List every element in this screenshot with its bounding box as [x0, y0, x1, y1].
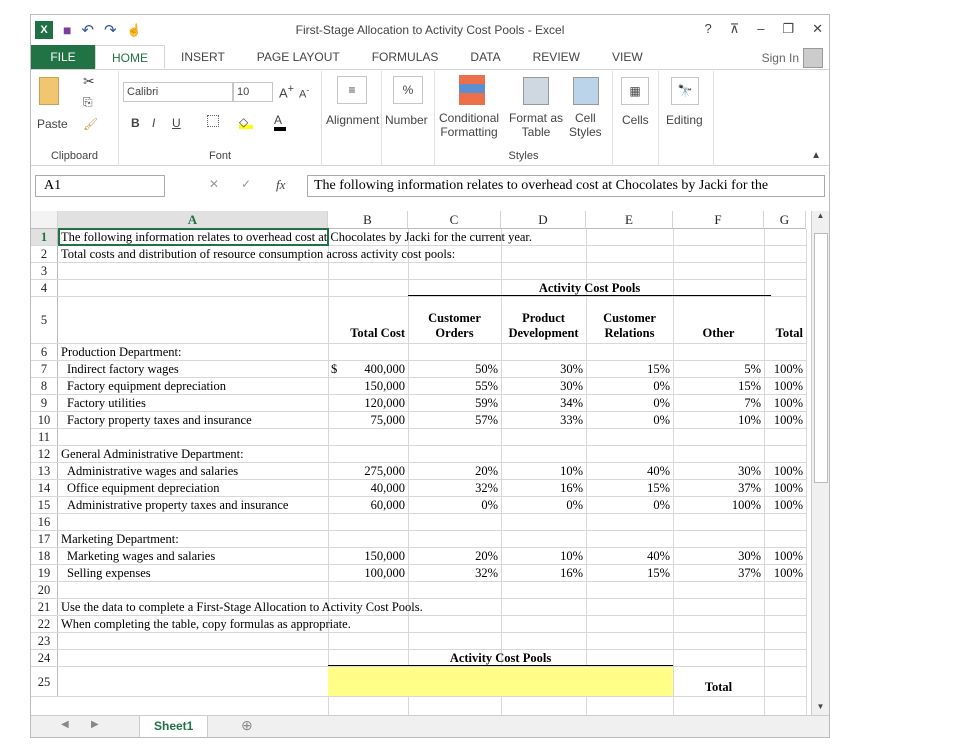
customer-relations-value[interactable]: 40% — [647, 549, 670, 563]
font-color-icon[interactable]: A — [274, 113, 286, 131]
total-value[interactable]: 100% — [773, 498, 803, 512]
font-group-label: Font — [208, 150, 231, 162]
label: Customer — [603, 311, 656, 325]
customer-orders-value[interactable]: 32% — [475, 481, 498, 495]
undo-icon[interactable]: ↶ — [81, 22, 95, 39]
table-row — [31, 599, 806, 616]
table-row — [31, 395, 806, 412]
grow-font-icon[interactable]: A+ — [279, 83, 294, 101]
dollar-sign[interactable]: $ — [331, 362, 338, 376]
cells-group — [613, 71, 659, 166]
customer-relations-value[interactable]: 0% — [653, 396, 670, 410]
label: Formatting — [440, 125, 498, 139]
font-group — [119, 71, 322, 166]
table-row — [31, 446, 806, 463]
new-sheet-icon[interactable]: ⊕ — [241, 717, 253, 733]
total-value[interactable]: 100% — [773, 481, 803, 495]
row-header[interactable]: 19 — [31, 565, 58, 581]
table-row — [31, 246, 806, 263]
product-development-value[interactable]: 30% — [560, 362, 583, 376]
cancel-icon[interactable]: ✕ — [209, 177, 220, 191]
save-icon[interactable]: ■ — [63, 22, 72, 38]
total-cost-value[interactable]: 75,000 — [370, 413, 405, 427]
vertical-scrollbar[interactable] — [811, 211, 829, 715]
cut-icon[interactable]: ✂ — [83, 73, 95, 89]
minimize-button[interactable]: – — [757, 21, 765, 36]
alignment-group — [322, 71, 382, 166]
name-box[interactable]: A1 — [35, 175, 165, 197]
active-cell-border — [58, 228, 329, 246]
sheet-tab-bar — [31, 715, 829, 737]
table-row — [31, 531, 806, 548]
tab-file[interactable]: FILE — [31, 45, 95, 69]
total-cost-value[interactable]: 150,000 — [364, 549, 405, 563]
cell-styles-icon — [573, 77, 599, 105]
bold-button[interactable]: B — [131, 116, 140, 130]
ribbon-tabs — [31, 45, 829, 70]
cost-label[interactable]: Selling expenses — [67, 566, 151, 580]
cost-label[interactable]: Factory equipment depreciation — [67, 379, 226, 393]
row-header[interactable]: 24 — [31, 650, 58, 666]
redo-icon[interactable]: ↷ — [104, 22, 117, 39]
column-header-g[interactable]: G — [764, 211, 806, 229]
header-other[interactable]: Other — [702, 326, 735, 340]
label: Cell — [575, 111, 596, 125]
cost-label[interactable]: Factory property taxes and insurance — [67, 413, 252, 427]
label: Relations — [604, 326, 655, 340]
customer-orders-value[interactable]: 55% — [475, 379, 498, 393]
excel-logo-icon: X — [35, 21, 53, 39]
row-header[interactable]: 4 — [31, 280, 58, 296]
input-area[interactable] — [328, 667, 673, 696]
tab-view[interactable]: VIEW — [611, 50, 643, 64]
tab-data[interactable]: DATA — [470, 50, 501, 64]
customer-orders-value[interactable]: 57% — [475, 413, 498, 427]
label: Table — [521, 125, 551, 139]
table-row — [31, 229, 806, 246]
table-row — [31, 667, 806, 697]
ribbon-display-button[interactable]: ⊼ — [729, 21, 740, 36]
customer-relations-value[interactable]: 40% — [647, 464, 670, 478]
column-header-f[interactable]: F — [673, 211, 764, 229]
sheet-tab-sheet1[interactable]: Sheet1 — [139, 716, 208, 737]
paste-icon[interactable] — [39, 77, 59, 105]
clipboard-group — [31, 71, 119, 166]
cells-icon[interactable]: ▦ — [621, 77, 649, 105]
row-header[interactable]: 25 — [31, 667, 58, 696]
cell-a1[interactable]: The following information relates to overhead cost at Chocolates by Jacki for the current year. — [61, 230, 533, 244]
underline-button[interactable]: U — [172, 116, 181, 130]
customer-orders-value[interactable]: 20% — [475, 464, 498, 478]
other-value[interactable]: 5% — [744, 362, 761, 376]
clipboard-group-label: Clipboard — [50, 150, 99, 162]
row-header[interactable]: 8 — [31, 378, 58, 394]
total-cost-value[interactable]: 120,000 — [364, 396, 405, 410]
collapse-ribbon-icon[interactable]: ▲ — [811, 150, 821, 161]
cost-label[interactable]: Factory utilities — [67, 396, 146, 410]
row-header[interactable]: 15 — [31, 497, 58, 513]
customer-relations-value[interactable]: 0% — [653, 413, 670, 427]
activity-cost-pools-header[interactable]: Activity Cost Pools — [408, 280, 771, 296]
table-row — [31, 480, 806, 497]
row-header[interactable]: 16 — [31, 514, 58, 530]
total-cost-value[interactable]: 40,000 — [370, 481, 405, 495]
header-total[interactable]: Total — [775, 326, 803, 340]
percent-icon[interactable]: % — [393, 76, 423, 104]
total-value[interactable]: 100% — [773, 549, 803, 563]
total-value[interactable]: 100% — [773, 396, 803, 410]
alignment-icon[interactable]: ≡ — [337, 76, 367, 104]
section-general-admin[interactable]: General Administrative Department: — [61, 447, 244, 461]
customer-relations-value[interactable]: 15% — [647, 362, 670, 376]
tab-page-layout[interactable]: PAGE LAYOUT — [256, 50, 340, 64]
table-row — [31, 616, 806, 633]
row-header[interactable]: 9 — [31, 395, 58, 411]
font-size-select[interactable]: 10 — [233, 82, 273, 102]
formula-input[interactable]: The following information relates to overhead cost at Chocolates by Jacki for the — [307, 175, 825, 197]
table-row — [31, 582, 806, 599]
cells-button[interactable]: Cells — [622, 113, 649, 127]
excel-window — [30, 14, 830, 738]
total-value[interactable]: 100% — [773, 379, 803, 393]
total-value[interactable]: 100% — [773, 566, 803, 580]
label: Format as — [509, 111, 564, 125]
table-row — [31, 344, 806, 361]
customer-orders-value[interactable]: 32% — [475, 566, 498, 580]
header-customer-orders[interactable] — [408, 297, 501, 343]
styles-group — [435, 71, 613, 166]
header-customer-relations[interactable] — [586, 297, 673, 343]
column-header-a[interactable]: A — [58, 211, 328, 229]
row-header[interactable]: 17 — [31, 531, 58, 547]
section-marketing[interactable]: Marketing Department: — [61, 532, 179, 546]
conditional-formatting-icon — [459, 75, 485, 105]
column-header-d[interactable]: D — [501, 211, 586, 229]
table-row — [31, 297, 806, 344]
cell-a21[interactable]: Use the data to complete a First-Stage Allocation to Activity Cost Pools. — [61, 600, 423, 614]
row-header[interactable]: 12 — [31, 446, 58, 462]
row-header[interactable]: 21 — [31, 599, 58, 615]
row-header[interactable]: 7 — [31, 361, 58, 377]
ribbon — [31, 71, 829, 166]
customer-relations-value[interactable]: 15% — [647, 566, 670, 580]
label: Product — [522, 311, 565, 325]
label: Customer — [428, 311, 481, 325]
product-development-value[interactable]: 30% — [560, 379, 583, 393]
table-row — [31, 361, 806, 378]
product-development-value[interactable]: 33% — [560, 413, 583, 427]
other-value[interactable]: 15% — [738, 379, 761, 393]
sign-in-link[interactable]: Sign In — [761, 51, 799, 65]
table-row — [31, 463, 806, 480]
row-header[interactable]: 2 — [31, 246, 58, 262]
table-row — [31, 280, 806, 297]
formula-bar — [31, 171, 829, 201]
column-header-b[interactable]: B — [328, 211, 408, 229]
customer-relations-value[interactable]: 0% — [653, 498, 670, 512]
label: Orders — [435, 326, 474, 340]
label: Styles — [569, 125, 602, 139]
product-development-value[interactable]: 34% — [560, 396, 583, 410]
alignment-button[interactable]: Alignment — [326, 113, 380, 127]
tab-home[interactable]: HOME — [95, 45, 165, 69]
paste-button[interactable]: Paste — [37, 117, 68, 131]
number-group — [382, 71, 435, 166]
table-row — [31, 378, 806, 395]
cost-label[interactable]: Administrative property taxes and insurance — [67, 498, 289, 512]
customer-orders-value[interactable]: 0% — [481, 498, 498, 512]
close-button[interactable]: ✕ — [812, 21, 823, 36]
row-header[interactable]: 22 — [31, 616, 58, 632]
format-painter-icon[interactable]: 🖌 — [83, 117, 99, 131]
spreadsheet-grid[interactable] — [31, 211, 811, 715]
label: Development — [508, 326, 579, 340]
total-label[interactable]: Total — [704, 680, 733, 694]
cell-a2[interactable]: Total costs and distribution of resource consumption across activity cost pools: — [61, 247, 456, 261]
enter-icon[interactable]: ✓ — [241, 177, 252, 191]
row-header[interactable]: 3 — [31, 263, 58, 279]
customer-orders-value[interactable]: 59% — [475, 396, 498, 410]
customer-orders-value[interactable]: 50% — [475, 362, 498, 376]
product-development-value[interactable]: 16% — [560, 566, 583, 580]
other-value[interactable]: 30% — [738, 464, 761, 478]
product-development-value[interactable]: 10% — [560, 464, 583, 478]
copy-icon[interactable]: ⎘ — [83, 95, 93, 109]
editing-button[interactable]: Editing — [666, 113, 703, 127]
row-header[interactable]: 18 — [31, 548, 58, 564]
cost-label[interactable]: Indirect factory wages — [67, 362, 179, 376]
conditional-formatting-button[interactable] — [439, 111, 499, 139]
table-row — [31, 514, 806, 531]
scroll-down-icon[interactable]: ▼ — [816, 702, 825, 711]
row-header[interactable]: 13 — [31, 463, 58, 479]
avatar[interactable] — [803, 48, 823, 68]
activity-cost-pools-header-2[interactable]: Activity Cost Pools — [328, 650, 673, 666]
header-product-development[interactable] — [501, 297, 586, 343]
total-cost-value[interactable]: 275,000 — [364, 464, 405, 478]
cell-a22[interactable]: When completing the table, copy formulas as appropriate. — [61, 617, 351, 631]
total-cost-value[interactable]: 60,000 — [370, 498, 405, 512]
product-development-value[interactable]: 0% — [566, 498, 583, 512]
sheet-nav-next-icon[interactable]: ▶ — [91, 719, 99, 730]
format-as-table-icon — [523, 77, 549, 105]
column-header-c[interactable]: C — [408, 211, 501, 229]
format-as-table-button[interactable] — [509, 111, 563, 139]
sheet-nav-prev-icon[interactable]: ◀ — [61, 719, 69, 730]
fill-color-icon[interactable]: ◇ — [239, 115, 253, 129]
styles-group-label: Styles — [508, 150, 539, 162]
title-bar — [31, 15, 829, 45]
column-header-e[interactable]: E — [586, 211, 673, 229]
row-header[interactable]: 1 — [31, 229, 58, 245]
total-cost-value[interactable]: 400,000 — [364, 362, 405, 376]
scroll-thumb[interactable] — [814, 233, 828, 483]
other-value[interactable]: 100% — [731, 498, 761, 512]
table-row — [31, 650, 806, 667]
tab-formulas[interactable]: FORMULAS — [371, 50, 439, 64]
restore-button[interactable]: ❐ — [782, 21, 795, 36]
label: Conditional — [439, 111, 500, 125]
italic-button[interactable]: I — [152, 116, 156, 130]
row-header[interactable]: 5 — [31, 297, 58, 343]
cost-label[interactable]: Marketing wages and salaries — [67, 549, 216, 563]
table-row — [31, 565, 806, 582]
editing-group — [659, 71, 714, 166]
scroll-up-icon[interactable]: ▲ — [816, 211, 825, 220]
table-row — [31, 429, 806, 446]
product-development-value[interactable]: 16% — [560, 481, 583, 495]
find-binoculars-icon[interactable]: 🔭 — [671, 77, 699, 105]
cost-label[interactable]: Office equipment depreciation — [67, 481, 220, 495]
total-value[interactable]: 100% — [773, 362, 803, 376]
window-title: First-Stage Allocation to Activity Cost Pools - Excel — [295, 23, 565, 37]
row-header[interactable]: 11 — [31, 429, 58, 445]
row-header[interactable]: 23 — [31, 633, 58, 649]
customer-orders-value[interactable]: 20% — [475, 549, 498, 563]
tab-insert[interactable]: INSERT — [181, 50, 225, 64]
total-value[interactable]: 100% — [773, 464, 803, 478]
table-row — [31, 633, 806, 650]
header-total-cost[interactable]: Total Cost — [350, 326, 405, 340]
other-value[interactable]: 10% — [738, 413, 761, 427]
borders-icon[interactable] — [207, 115, 219, 127]
table-row — [31, 548, 806, 565]
row-header[interactable]: 6 — [31, 344, 58, 360]
help-button[interactable]: ? — [704, 21, 712, 36]
number-button[interactable]: Number — [385, 113, 428, 127]
total-value[interactable]: 100% — [773, 413, 803, 427]
font-name-select[interactable]: Calibri — [123, 82, 233, 102]
other-value[interactable]: 37% — [738, 566, 761, 580]
other-value[interactable]: 7% — [744, 396, 761, 410]
other-value[interactable]: 37% — [738, 481, 761, 495]
insert-function-icon[interactable]: fx — [276, 177, 286, 192]
other-value[interactable]: 30% — [738, 549, 761, 563]
row-header[interactable]: 14 — [31, 480, 58, 496]
tab-review[interactable]: REVIEW — [532, 50, 580, 64]
cell-styles-button[interactable] — [569, 111, 602, 139]
shrink-font-icon[interactable]: A- — [299, 85, 310, 101]
select-all-corner[interactable] — [31, 211, 58, 229]
table-row — [31, 263, 806, 280]
customer-relations-value[interactable]: 0% — [653, 379, 670, 393]
product-development-value[interactable]: 10% — [560, 549, 583, 563]
table-row — [31, 497, 806, 514]
touch-mode-icon[interactable]: ☝ — [126, 23, 142, 37]
customer-relations-value[interactable]: 15% — [647, 481, 670, 495]
section-production[interactable]: Production Department: — [61, 345, 182, 359]
row-header[interactable]: 10 — [31, 412, 58, 428]
total-cost-value[interactable]: 150,000 — [364, 379, 405, 393]
row-header[interactable]: 20 — [31, 582, 58, 598]
table-row — [31, 412, 806, 429]
total-cost-value[interactable]: 100,000 — [364, 566, 405, 580]
cost-label[interactable]: Administrative wages and salaries — [67, 464, 239, 478]
